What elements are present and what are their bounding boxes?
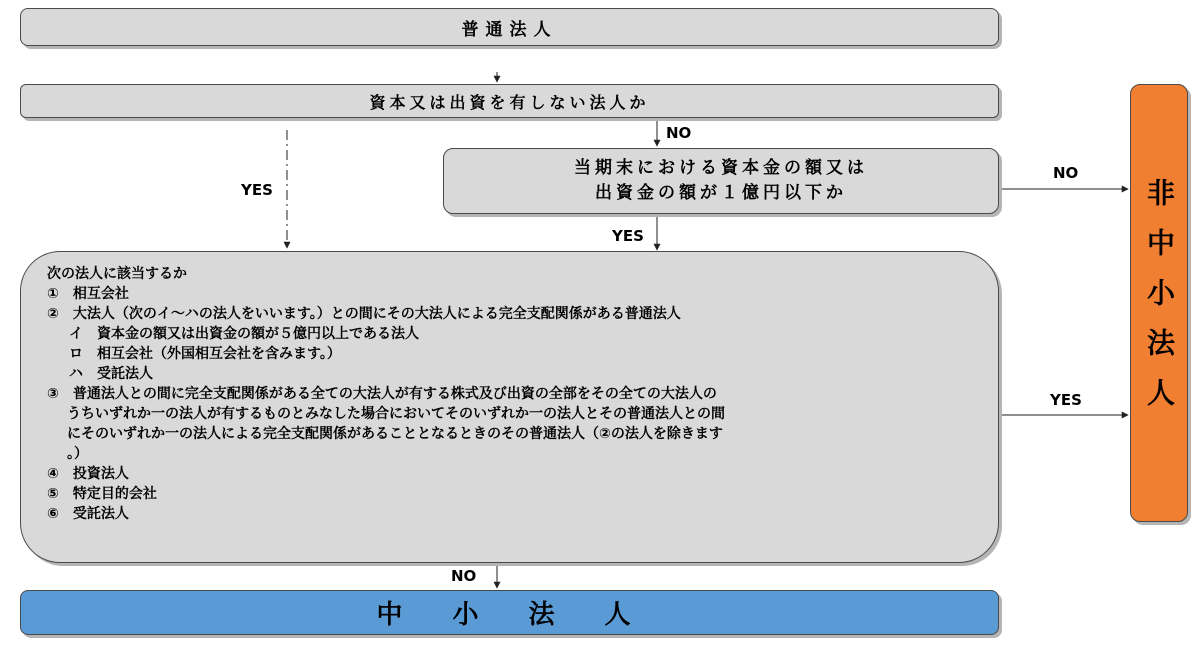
box-question-capital-amount: [443, 148, 999, 214]
box-ordinary-corporation: [20, 8, 999, 46]
label-q2-no: NO: [1053, 164, 1079, 182]
condition-item-2-ro: ロ 相互会社（外国相互会社を含みます。）: [69, 346, 341, 362]
box-question-capital-text: 資本又は出資を有しない法人か: [369, 92, 650, 112]
box-non-sme: [1130, 84, 1188, 522]
label-cond-yes: YES: [1050, 391, 1082, 409]
condition-item-1: ① 相互会社: [47, 286, 129, 302]
box-question-capital: [20, 84, 999, 118]
condition-item-5: ⑤ 特定目的会社: [47, 486, 157, 502]
condition-item-2-ha: ハ 受託法人: [69, 366, 153, 382]
conditions-heading: 次の法人に該当するか: [47, 266, 187, 282]
box-sme: [20, 590, 999, 635]
condition-item-4: ④ 投資法人: [47, 466, 129, 482]
condition-item-3-line2: うちいずれか一の法人が有するものとみなした場合においてそのいずれか一の法人とその普通法人との間: [67, 406, 725, 422]
condition-item-3-line1: ③ 普通法人との間に完全支配関係がある全ての大法人が有する株式及び出資の全部をその全ての大法人の: [47, 386, 717, 402]
box-non-sme-text: 非中小法人: [1143, 178, 1176, 428]
box-ordinary-corporation-text: 普通法人: [461, 19, 558, 40]
condition-item-3-line4: 。）: [67, 446, 88, 462]
box-question-capital-amount-line1: 当期末における資本金の額又は: [574, 158, 868, 178]
label-q2-yes: YES: [612, 227, 644, 245]
label-q1-yes: YES: [241, 181, 273, 199]
condition-item-2-i: イ 資本金の額又は出資金の額が５億円以上である法人: [69, 326, 419, 342]
box-conditions: [20, 251, 999, 563]
label-q1-no: NO: [666, 124, 692, 142]
box-question-capital-amount-line2: 出資金の額が１億円以下か: [595, 183, 847, 203]
label-cond-no: NO: [451, 567, 477, 585]
condition-item-2: ② 大法人（次のイ～ハの法人をいいます。）との間にその大法人による完全支配関係がある普通法人: [47, 306, 681, 322]
condition-item-6: ⑥ 受託法人: [47, 506, 129, 522]
box-sme-text: 中 小 法 人: [376, 600, 643, 630]
condition-item-3-line3: にそのいずれか一の法人による完全支配関係があることとなるときのその普通法人（②の法人を除きます: [67, 426, 723, 442]
